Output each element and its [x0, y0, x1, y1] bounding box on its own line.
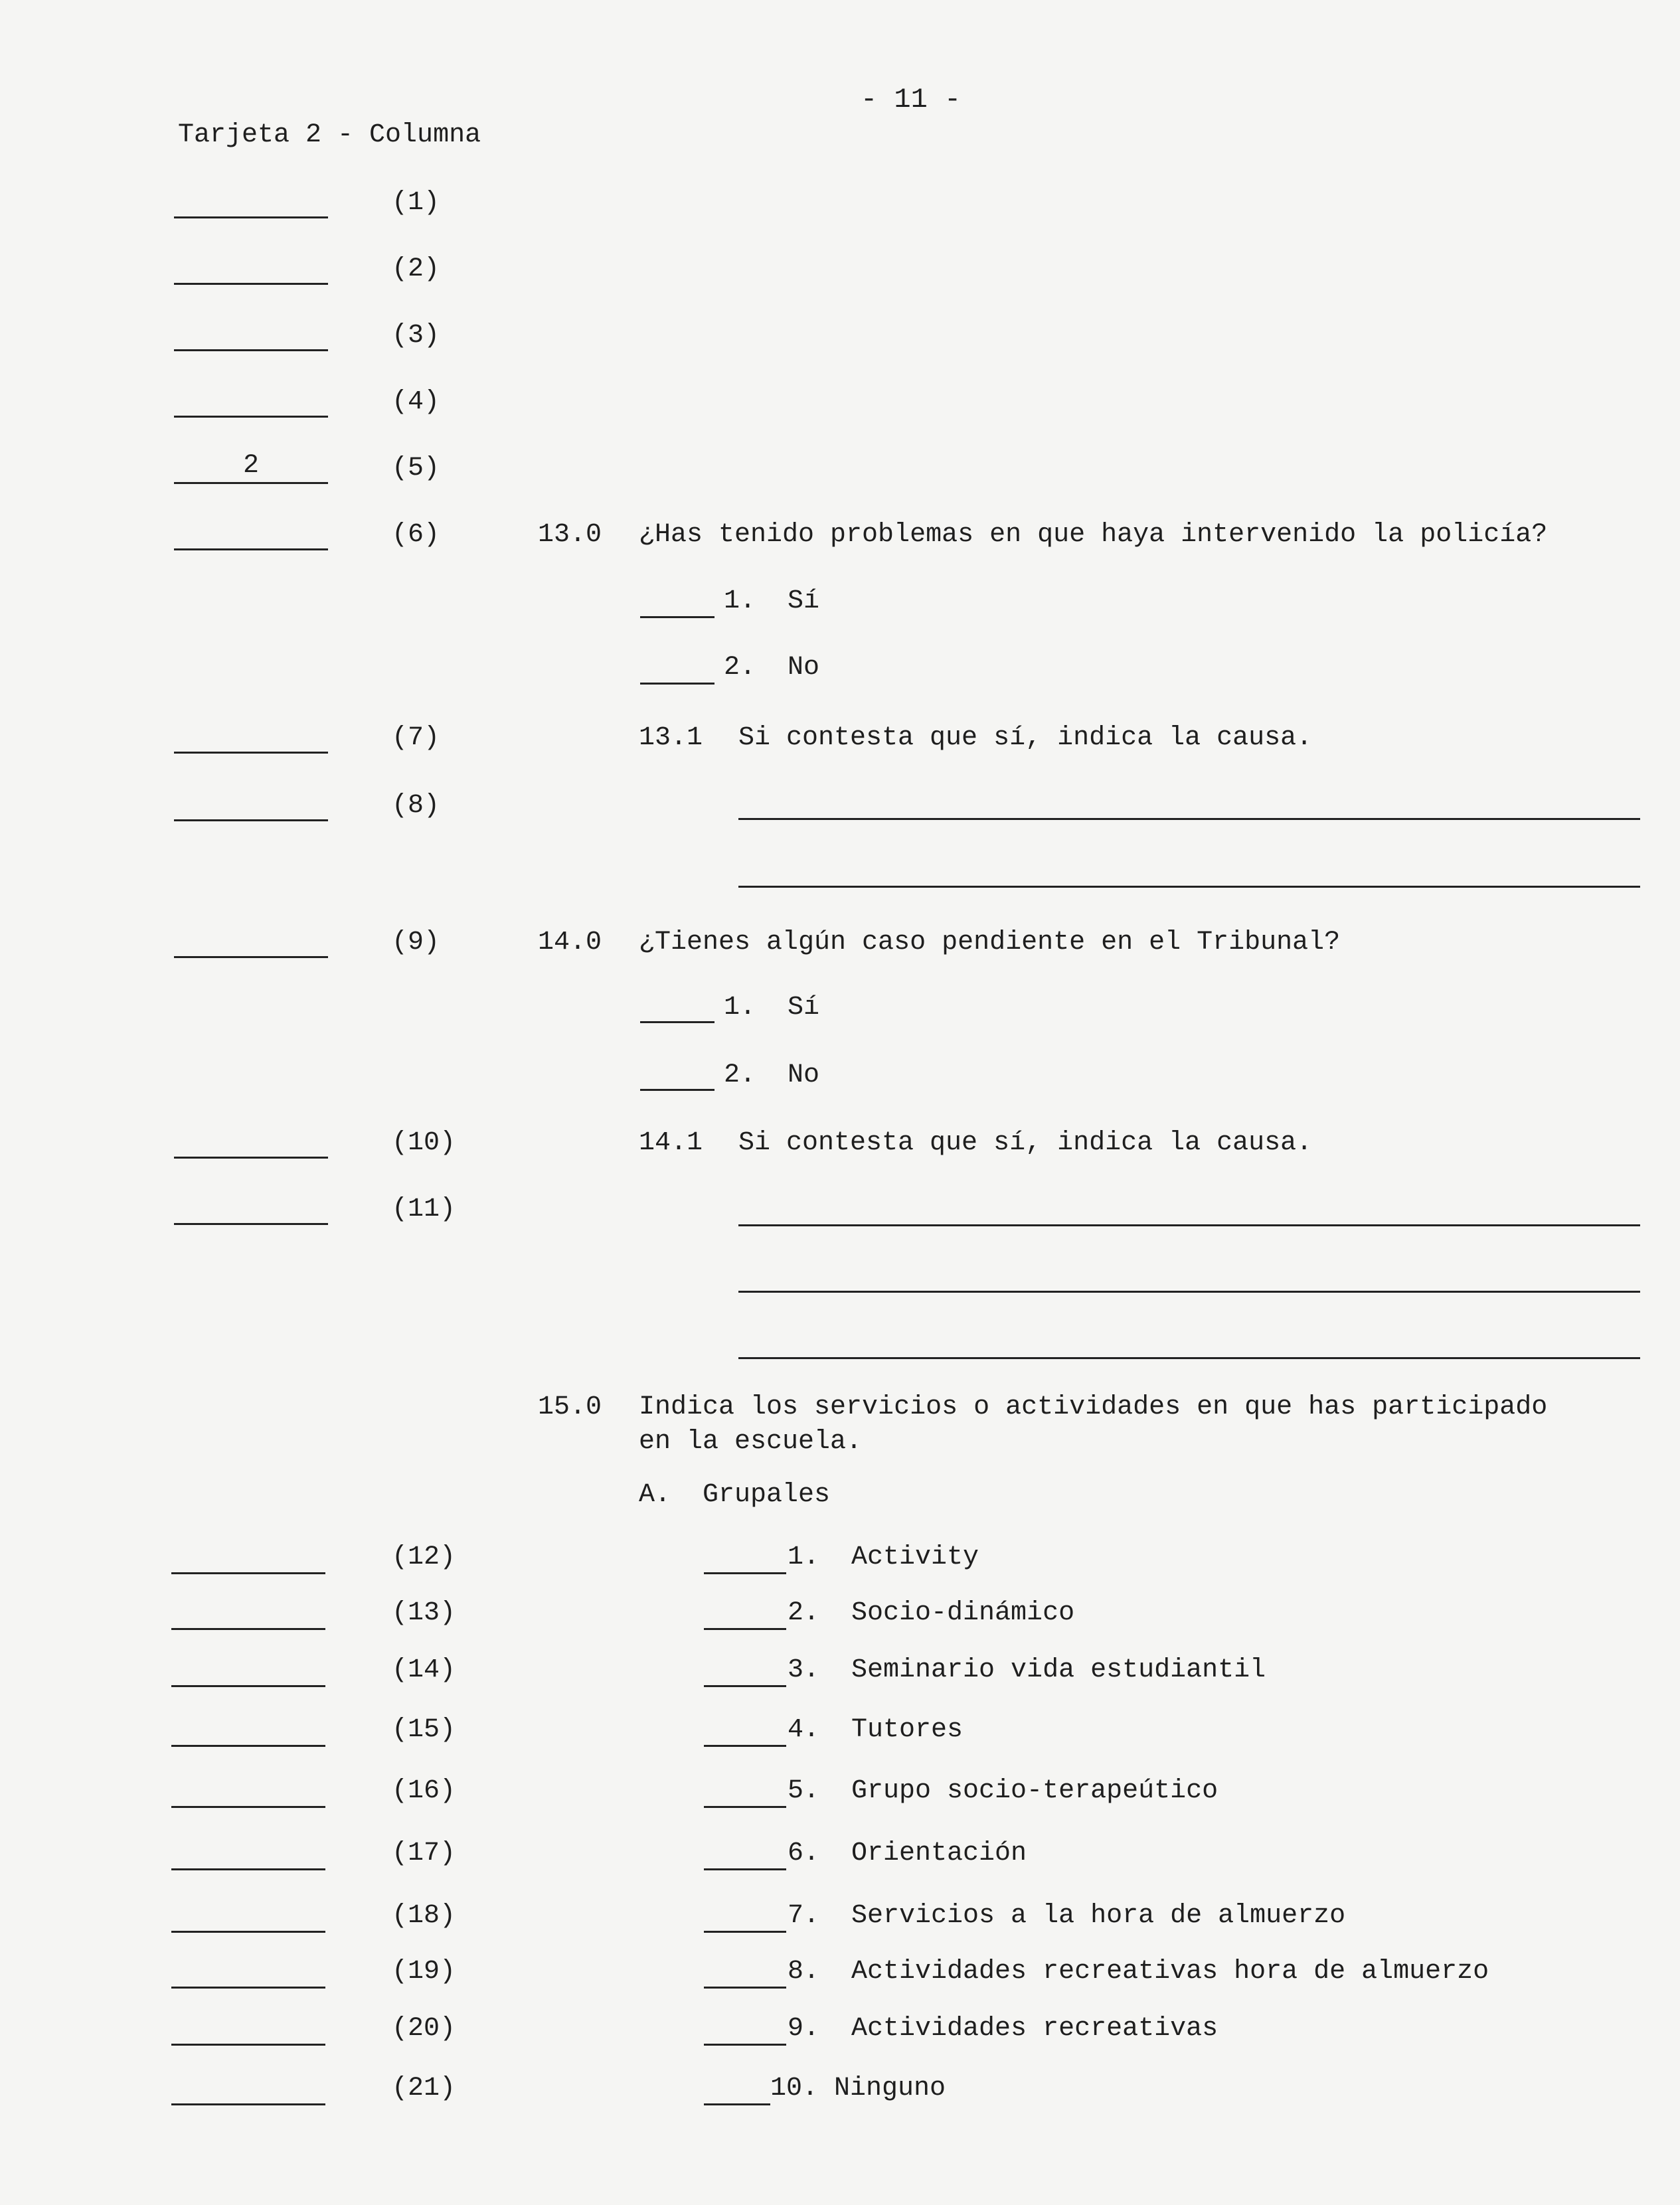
column-label-21: (21)	[392, 2074, 456, 2103]
column-blank-18[interactable]	[171, 1899, 325, 1933]
column-blank-3[interactable]	[174, 317, 328, 351]
column-label-10: (10)	[392, 1128, 456, 1158]
column-label-19: (19)	[392, 1957, 456, 1987]
q14-option-1-blank[interactable]	[640, 989, 714, 1023]
column-label-12: (12)	[392, 1542, 456, 1572]
q13-1-answer-line-2[interactable]	[738, 854, 1640, 888]
q15-option-10-blank[interactable]	[704, 2072, 770, 2105]
q14-option-1: 1. Sí	[724, 993, 820, 1022]
q14-1-text: Si contesta que sí, indica la causa.	[738, 1128, 1313, 1158]
column-label-8: (8)	[392, 791, 440, 821]
q13-option-2: 2. No	[724, 653, 820, 683]
q15-number: 15.0	[538, 1392, 602, 1422]
column-label-6: (6)	[392, 520, 440, 550]
column-blank-15[interactable]	[171, 1713, 325, 1747]
q15-option-1-blank[interactable]	[704, 1540, 786, 1574]
q14-number: 14.0	[538, 928, 602, 957]
q14-1-answer-line-1[interactable]	[738, 1192, 1640, 1226]
column-label-20: (20)	[392, 2014, 456, 2044]
column-label-3: (3)	[392, 321, 440, 351]
column-label-4: (4)	[392, 387, 440, 417]
column-blank-13[interactable]	[171, 1596, 325, 1630]
column-label-5: (5)	[392, 453, 440, 483]
q13-1-text: Si contesta que sí, indica la causa.	[738, 723, 1313, 753]
q15-option-5: 5. Grupo socio-terapeútico	[788, 1776, 1218, 1806]
column-label-11: (11)	[392, 1194, 456, 1224]
q15-option-7-blank[interactable]	[704, 1899, 786, 1933]
column-blank-1[interactable]	[174, 185, 328, 218]
q14-option-2-blank[interactable]	[640, 1057, 714, 1091]
q13-option-2-blank[interactable]	[640, 651, 714, 685]
q15-section-heading: A. Grupales	[639, 1480, 831, 1510]
q15-option-5-blank[interactable]	[704, 1774, 786, 1808]
column-blank-12[interactable]	[171, 1540, 325, 1574]
q15-option-6-blank[interactable]	[704, 1837, 786, 1870]
column-blank-10[interactable]	[174, 1125, 328, 1159]
q13-number: 13.0	[538, 520, 602, 550]
q15-option-2: 2. Socio-dinámico	[788, 1598, 1075, 1628]
column-label-9: (9)	[392, 928, 440, 957]
column-value: 2	[242, 451, 259, 481]
card-column-header: Tarjeta 2 - Columna	[178, 120, 481, 150]
column-label-17: (17)	[392, 1838, 456, 1868]
column-label-1: (1)	[392, 188, 440, 218]
q14-1-number: 14.1	[639, 1128, 703, 1158]
column-blank-20[interactable]	[171, 2012, 325, 2046]
column-label-13: (13)	[392, 1598, 456, 1628]
q15-option-8: 8. Actividades recreativas hora de almuerzo	[788, 1957, 1489, 1987]
q15-option-3: 3. Seminario vida estudiantil	[788, 1655, 1266, 1685]
q13-text: ¿Has tenido problemas en que haya intervenido la policía?	[639, 520, 1548, 550]
q15-option-1: 1. Activity	[788, 1542, 979, 1572]
column-blank-6[interactable]	[174, 517, 328, 550]
column-blank-19[interactable]	[171, 1955, 325, 1989]
q13-option-1: 1. Sí	[724, 586, 820, 616]
q14-1-answer-line-3[interactable]	[738, 1325, 1640, 1359]
q15-text-line-2: en la escuela.	[639, 1427, 863, 1457]
q14-option-2: 2. No	[724, 1060, 820, 1090]
q15-option-2-blank[interactable]	[704, 1596, 786, 1630]
q15-option-9-blank[interactable]	[704, 2012, 786, 2046]
q15-option-4: 4. Tutores	[788, 1715, 964, 1745]
page-number: - 11 -	[861, 84, 962, 116]
column-blank-11[interactable]	[174, 1191, 328, 1225]
q13-1-number: 13.1	[639, 723, 703, 753]
column-blank-4[interactable]	[174, 384, 328, 418]
q14-1-answer-line-2[interactable]	[738, 1259, 1640, 1293]
q15-option-10: 10. Ninguno	[770, 2074, 946, 2103]
column-label-18: (18)	[392, 1901, 456, 1931]
column-label-16: (16)	[392, 1776, 456, 1806]
q15-option-3-blank[interactable]	[704, 1653, 786, 1687]
column-label-15: (15)	[392, 1715, 456, 1745]
column-label-2: (2)	[392, 254, 440, 284]
q15-option-9: 9. Actividades recreativas	[788, 2014, 1218, 2044]
q15-option-4-blank[interactable]	[704, 1713, 786, 1747]
q15-text-line-1: Indica los servicios o actividades en que has participado	[639, 1392, 1548, 1422]
column-blank-8[interactable]	[174, 787, 328, 821]
q15-option-7: 7. Servicios a la hora de almuerzo	[788, 1901, 1346, 1931]
column-blank-2[interactable]	[174, 251, 328, 285]
column-blank-17[interactable]	[171, 1837, 325, 1870]
q15-option-8-blank[interactable]	[704, 1955, 786, 1989]
column-blank-7[interactable]	[174, 720, 328, 754]
q13-option-1-blank[interactable]	[640, 584, 714, 618]
column-blank-14[interactable]	[171, 1653, 325, 1687]
q13-1-answer-line-1[interactable]	[738, 786, 1640, 820]
column-blank-16[interactable]	[171, 1774, 325, 1808]
column-blank-21[interactable]	[171, 2072, 325, 2105]
column-label-14: (14)	[392, 1655, 456, 1685]
q14-text: ¿Tienes algún caso pendiente en el Tribunal?	[639, 928, 1341, 957]
column-blank-5[interactable]	[174, 450, 328, 484]
q15-option-6: 6. Orientación	[788, 1838, 1027, 1868]
column-label-7: (7)	[392, 723, 440, 753]
column-blank-9[interactable]	[174, 924, 328, 958]
